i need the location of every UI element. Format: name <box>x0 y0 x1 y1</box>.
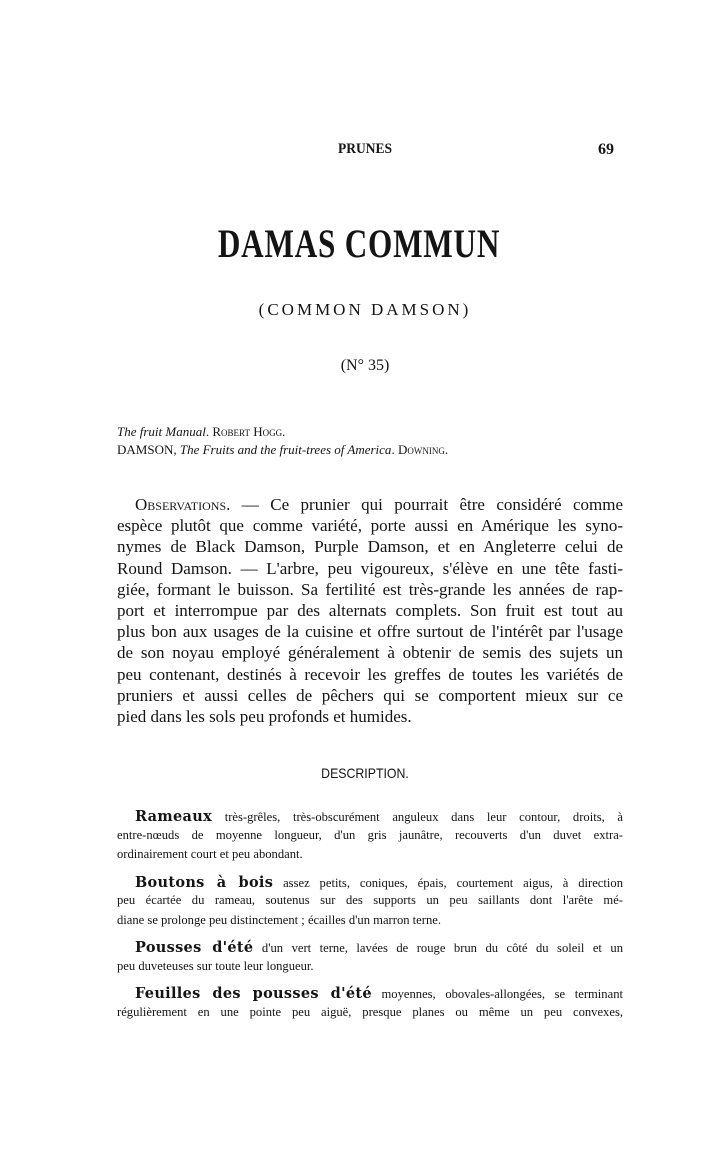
description-term: Boutons à bois <box>135 873 274 891</box>
description-line <box>117 1005 623 1020</box>
page-number: 69 <box>598 141 614 158</box>
line-text: de son noyau employé généralement à obtenir de semis des sujets un <box>117 643 623 663</box>
line-text: nymes de Black Damson, Purple Damson, et en Angleterre celui de <box>117 537 623 557</box>
line-text: peu écartée du rameau, soutenus sur des supports un peu saillants dont l'arête mé- <box>117 893 623 907</box>
observations-label: Observations. <box>135 495 231 514</box>
reference-author: Downing. <box>397 442 449 457</box>
separator: . <box>391 442 398 457</box>
observation-line <box>117 707 623 727</box>
line-text: Round Damson. — L'arbre, peu vigoureux, s'élève en une tête fasti- <box>117 558 623 578</box>
description-heading: DESCRIPTION. <box>321 765 409 781</box>
observation-line <box>117 665 623 685</box>
observation-line <box>117 580 623 600</box>
reference-title: The Fruits and the fruit-trees of America <box>179 442 392 457</box>
separator: . <box>205 424 213 439</box>
line-text: très-grêles, très-obscurément anguleux dans leur contour, droits, à <box>212 810 623 824</box>
observation-line <box>117 622 623 642</box>
line-text: pied dans les sols peu profonds et humides. <box>117 707 412 726</box>
line-text: diane se prolonge peu distinctement ; écailles d'un marron terne. <box>117 912 442 927</box>
line-text: assez petits, coniques, épais, courtement aigus, à direction <box>273 875 623 890</box>
line-text: peu contenant, destinés à recevoir les greffes de toutes les variétés de <box>117 664 623 684</box>
running-header <box>0 141 707 163</box>
line-text: entre-nœuds de moyenne longueur, d'un gris jaunâtre, recouverts d'un duvet extra- <box>117 827 623 842</box>
page-title: DAMAS COMMUN <box>217 221 501 266</box>
description-term: Feuilles des pousses d'été <box>135 985 372 1002</box>
observation-line <box>117 516 623 536</box>
description-line <box>117 959 623 974</box>
description-line <box>117 913 623 928</box>
reference-name: DAMSON, <box>117 442 180 457</box>
line-text: ordinairement court et peu abondant. <box>117 847 303 861</box>
reference-title: The fruit Manual <box>117 424 206 439</box>
line-text: peu duveteuses sur toute leur longueur. <box>117 958 314 973</box>
variety-number: (N° 35) <box>340 357 390 374</box>
description-line <box>117 939 623 956</box>
reference-2 <box>117 442 448 458</box>
description-line <box>117 985 623 1002</box>
observation-line <box>117 686 623 706</box>
description-line <box>117 808 623 825</box>
line-text: d'un vert terne, lavées de rouge brun du côté du soleil et un <box>253 941 623 955</box>
observation-line <box>117 601 623 621</box>
line-text: régulièrement en une pointe peu aiguë, presque planes ou même un peu convexes, <box>117 1004 623 1019</box>
line-text: giée, formant le buisson. Sa fertilité est très-grande les années de rap- <box>117 579 623 599</box>
observation-line <box>117 643 623 663</box>
description-line <box>117 893 623 908</box>
description-term: Pousses d'été <box>135 939 254 956</box>
subtitle: (COMMON DAMSON) <box>258 300 472 319</box>
line-text: moyennes, obovales-allongées, se terminant <box>371 987 623 1001</box>
line-text: plus bon aux usages de la cuisine et offre surtout de l'intérêt par l'usage <box>117 622 623 642</box>
line-text: espèce plutôt que comme variété, porte aussi en Amérique les syno- <box>117 516 623 536</box>
description-term: Rameaux <box>135 808 213 825</box>
observation-line <box>117 537 623 557</box>
description-line <box>117 874 623 891</box>
description-line <box>117 847 623 862</box>
line-text: — Ce prunier qui pourrait être considéré comme <box>230 495 623 514</box>
reference-1 <box>117 424 285 440</box>
observation-line <box>117 559 623 579</box>
description-line <box>117 828 623 843</box>
line-text: port et interrompue par des alternats complets. Son fruit est tout au <box>117 601 623 620</box>
running-title: PRUNES <box>337 141 392 157</box>
line-text: pruniers et aussi celles de pêchers qui se comportent mieux sur ce <box>117 685 623 705</box>
reference-author: Robert Hogg. <box>212 424 286 439</box>
observation-line <box>117 495 623 515</box>
